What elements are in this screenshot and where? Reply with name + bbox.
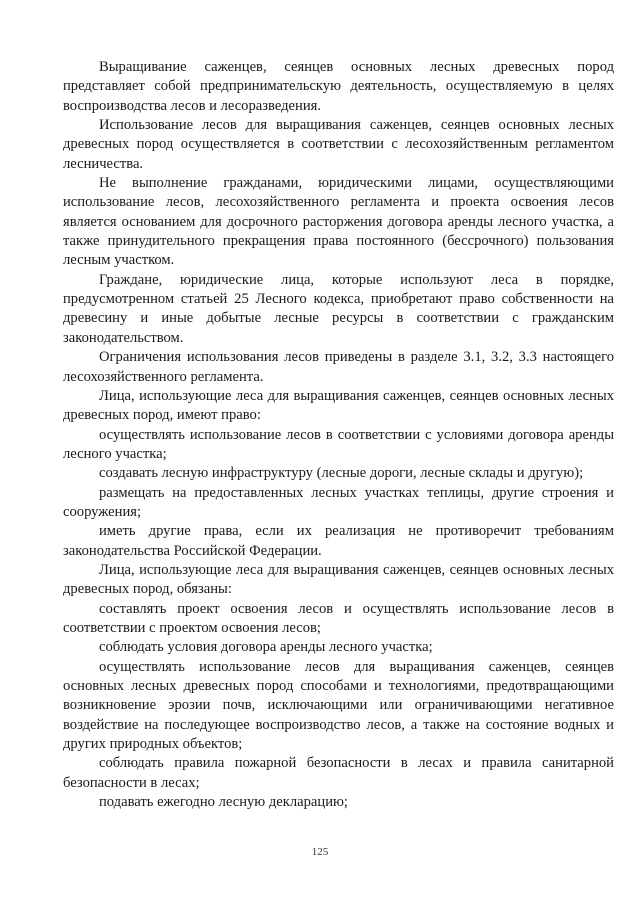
document-body bbox=[63, 58, 614, 812]
paragraph: Лица, использующие леса для выращивания саженцев, сеянцев основных лесных древесных пород, имеют право: bbox=[63, 387, 614, 424]
paragraph: Использование лесов для выращивания саженцев, сеянцев основных лесных древесных пород осуществляется в соответствии с лесохозяйственным регламентом лесничества. bbox=[63, 117, 614, 172]
list-item: осуществлять использование лесов в соответствии с условиями договора аренды лесного участка; bbox=[63, 426, 614, 462]
paragraph: Лица, использующие леса для выращивания саженцев, сеянцев основных лесных древесных пород, обязаны: bbox=[63, 561, 614, 598]
paragraph: Ограничения использования лесов приведены в разделе 3.1, 3.2, 3.3 настоящего лесохозяйственного регламента. bbox=[63, 349, 614, 385]
paragraph: Не выполнение гражданами, юридическими лицами, осуществляющими использование лесов, лесохозяйственного регламента и проекта освоения лесов является основанием для досрочного расторжения договора аренды лесного участка, а также принудительного прекращения права постоянного (бессрочного) пользования лесным участком. bbox=[63, 175, 614, 269]
list-item: соблюдать правила пожарной безопасности в лесах и правила санитарной безопасности в лесах; bbox=[63, 755, 614, 791]
paragraph: Выращивание саженцев, сеянцев основных лесных древесных пород представляет собой предпринимательскую деятельность, осуществляемую в целях воспроизводства лесов и лесоразведения. bbox=[63, 59, 614, 114]
page-number: 125 bbox=[311, 846, 329, 858]
paragraph: Граждане, юридические лица, которые используют леса в порядке, предусмотренном статьей 25 Лесного кодекса, приобретают право собственности на древесину и иные добытые лесные ресурсы в соответствии с гражданским законодательством. bbox=[63, 271, 614, 346]
list-item: подавать ежегодно лесную декларацию; bbox=[99, 794, 348, 811]
list-item: иметь другие права, если их реализация не противоречит требованиям законодательства Российской Федерации. bbox=[63, 523, 614, 559]
list-item: составлять проект освоения лесов и осуществлять использование лесов в соответствии с проектом освоения лесов; bbox=[63, 600, 614, 636]
list-item: осуществлять использование лесов для выращивания саженцев, сеянцев основных лесных древесных пород способами и технологиями, предотвращающими возникновение эрозии почв, исключающими или ограничивающими негативное воздействие на последующее воспроизводство лесов, а также на состояние водных и других природных объектов; bbox=[63, 658, 614, 753]
list-item: размещать на предоставленных лесных участках теплицы, другие строения и сооружения; bbox=[63, 484, 614, 520]
list-item: создавать лесную инфраструктуру (лесные дороги, лесные склады и другую); bbox=[99, 465, 584, 482]
list-item: соблюдать условия договора аренды лесного участка; bbox=[99, 639, 433, 656]
